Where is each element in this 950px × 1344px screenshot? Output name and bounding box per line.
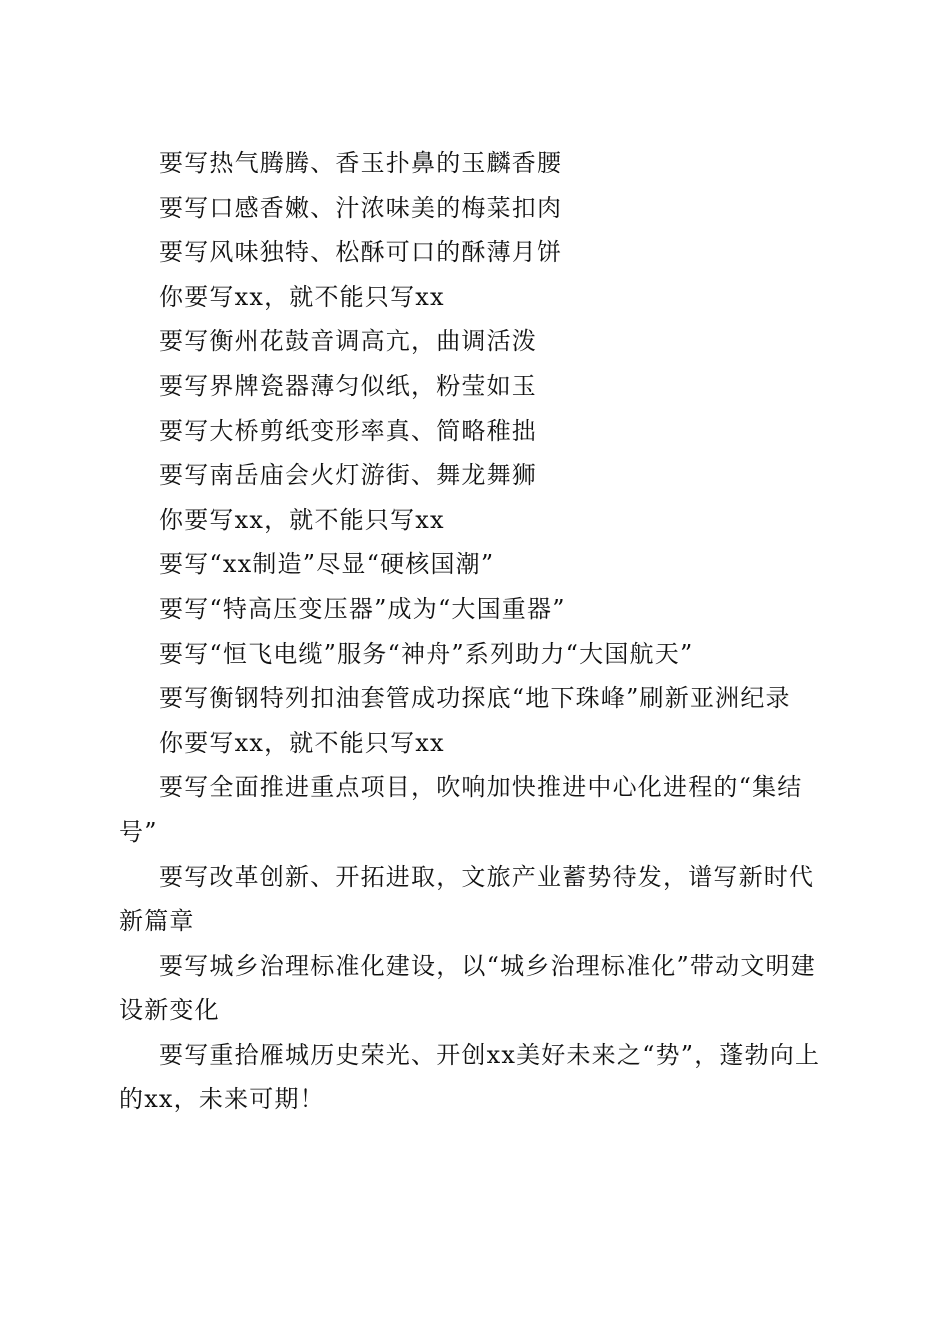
paragraph: 要写“恒飞电缆”服务“神舟”系列助力“大国航天” [159, 639, 694, 668]
paragraph: 要写衡钢特列扣油套管成功探底“地下珠峰”刷新亚洲纪录 [159, 684, 791, 713]
paragraph: 要写全面推进重点项目，吹响加快推进中心化进程的“集结号” [119, 773, 803, 846]
paragraph: 要写南岳庙会火灯游街、舞龙舞狮 [159, 461, 537, 490]
paragraph: 要写“特高压变压器”成为“大国重器” [159, 594, 566, 623]
paragraph: 你要写xx，就不能只写xx [159, 505, 445, 534]
paragraph: 要写口感香嫩、汁浓味美的梅菜扣肉 [159, 193, 563, 222]
paragraph: 要写风味独特、松酥可口的酥薄月饼 [159, 238, 563, 267]
paragraph: 要写大桥剪纸变形率真、简略稚拙 [159, 416, 537, 445]
paragraph: 要写重拾雁城历史荣光、开创xx美好未来之“势”，蓬勃向上的xx，未来可期！ [119, 1040, 821, 1114]
paragraph: 要写“xx制造”尽显“硬核国潮” [159, 550, 495, 579]
paragraph: 你要写xx，就不能只写xx [159, 282, 445, 311]
paragraph: 你要写xx，就不能只写xx [159, 728, 445, 757]
document-body [119, 141, 824, 1122]
paragraph: 要写城乡治理标准化建设，以“城乡治理标准化”带动文明建设新变化 [119, 951, 816, 1025]
paragraph: 要写界牌瓷器薄匀似纸，粉莹如玉 [159, 371, 537, 400]
paragraph: 要写热气腾腾、香玉扑鼻的玉麟香腰 [159, 149, 563, 177]
paragraph: 要写改革创新、开拓进取，文旅产业蓄势待发，谱写新时代新篇章 [119, 862, 815, 936]
paragraph: 要写衡州花鼓音调高亢，曲调活泼 [159, 327, 537, 356]
